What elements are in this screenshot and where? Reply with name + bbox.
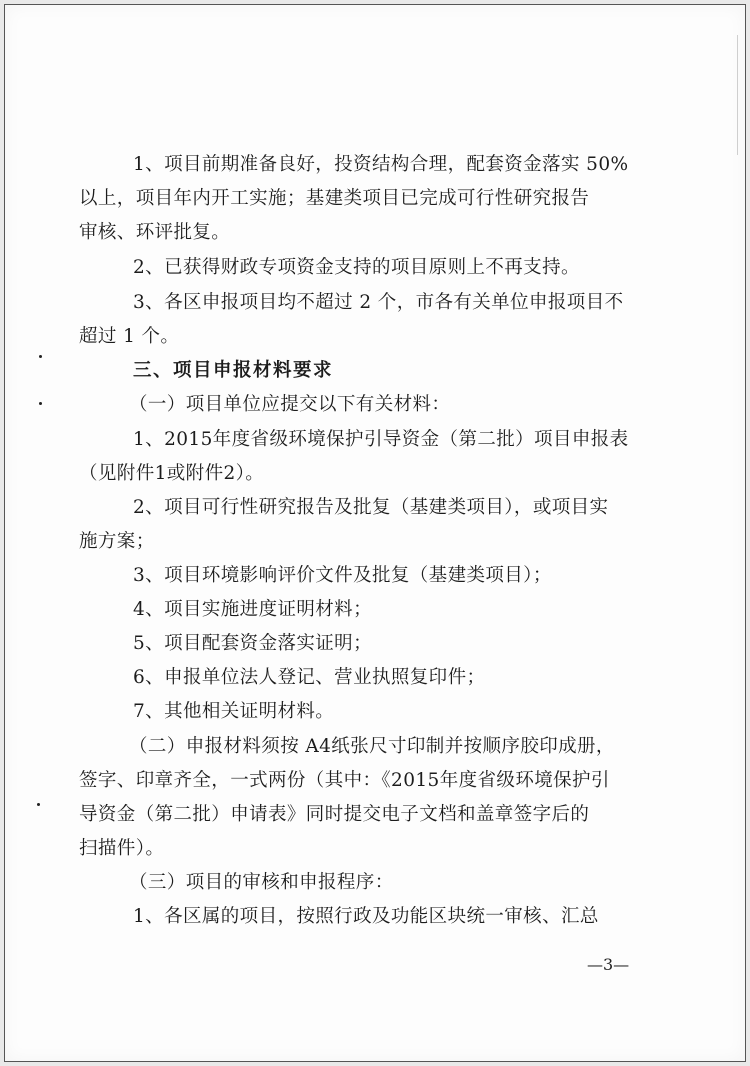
document-page xyxy=(4,4,746,1062)
paragraph-line: 以上，项目年内开工实施；基建类项目已完成可行性研究报告 xyxy=(79,188,590,209)
paragraph-line: 6、申报单位法人登记、营业执照复印件； xyxy=(133,667,486,688)
paragraph-line: 扫描件）。 xyxy=(79,838,165,859)
paragraph-line: （三）项目的审核和申报程序： xyxy=(129,872,394,893)
paragraph-line: 2、已获得财政专项资金支持的项目原则上不再支持。 xyxy=(133,257,580,278)
page-number: —3— xyxy=(587,955,630,974)
paragraph-line: （见附件1或附件2）。 xyxy=(79,463,265,484)
paragraph-line: 施方案； xyxy=(79,531,155,552)
paragraph-line: 1、各区属的项目，按照行政及功能区块统一审核、汇总 xyxy=(133,906,599,927)
paragraph-line: 3、各区申报项目均不超过 2 个，市各有关单位申报项目不 xyxy=(133,292,624,313)
paragraph-line: 2、项目可行性研究报告及批复（基建类项目），或项目实 xyxy=(133,497,609,518)
paragraph-line: 5、项目配套资金落实证明； xyxy=(133,633,372,654)
paragraph-line: 1、2015年度省级环境保护引导资金（第二批）项目申报表 xyxy=(133,429,629,450)
paragraph-line: 超过 1 个。 xyxy=(79,326,180,347)
paragraph-line: 7、其他相关证明材料。 xyxy=(133,701,335,722)
paragraph-line: 3、项目环境影响评价文件及批复（基建类项目）； xyxy=(133,565,552,586)
paragraph-line: 导资金（第二批）申请表》同时提交电子文档和盖章签字后的 xyxy=(79,804,590,825)
paragraph-line: 1、项目前期准备良好，投资结构合理，配套资金落实 50% xyxy=(133,154,629,175)
scan-speck xyxy=(37,803,40,806)
scan-edge-mark xyxy=(737,35,738,155)
scan-speck xyxy=(39,402,42,405)
paragraph-line: （二）申报材料须按 A4纸张尺寸印制并按顺序胶印成册， xyxy=(129,736,615,757)
paragraph-line: 审核、环评批复。 xyxy=(79,222,231,243)
paragraph-line: 签字、印章齐全，一式两份（其中：《2015年度省级环境保护引 xyxy=(79,770,610,791)
section-heading: 三、项目申报材料要求 xyxy=(133,360,334,381)
scan-speck xyxy=(39,355,42,358)
paragraph-line: （一）项目单位应提交以下有关材料： xyxy=(129,394,451,415)
paragraph-line: 4、项目实施进度证明材料； xyxy=(133,599,372,620)
